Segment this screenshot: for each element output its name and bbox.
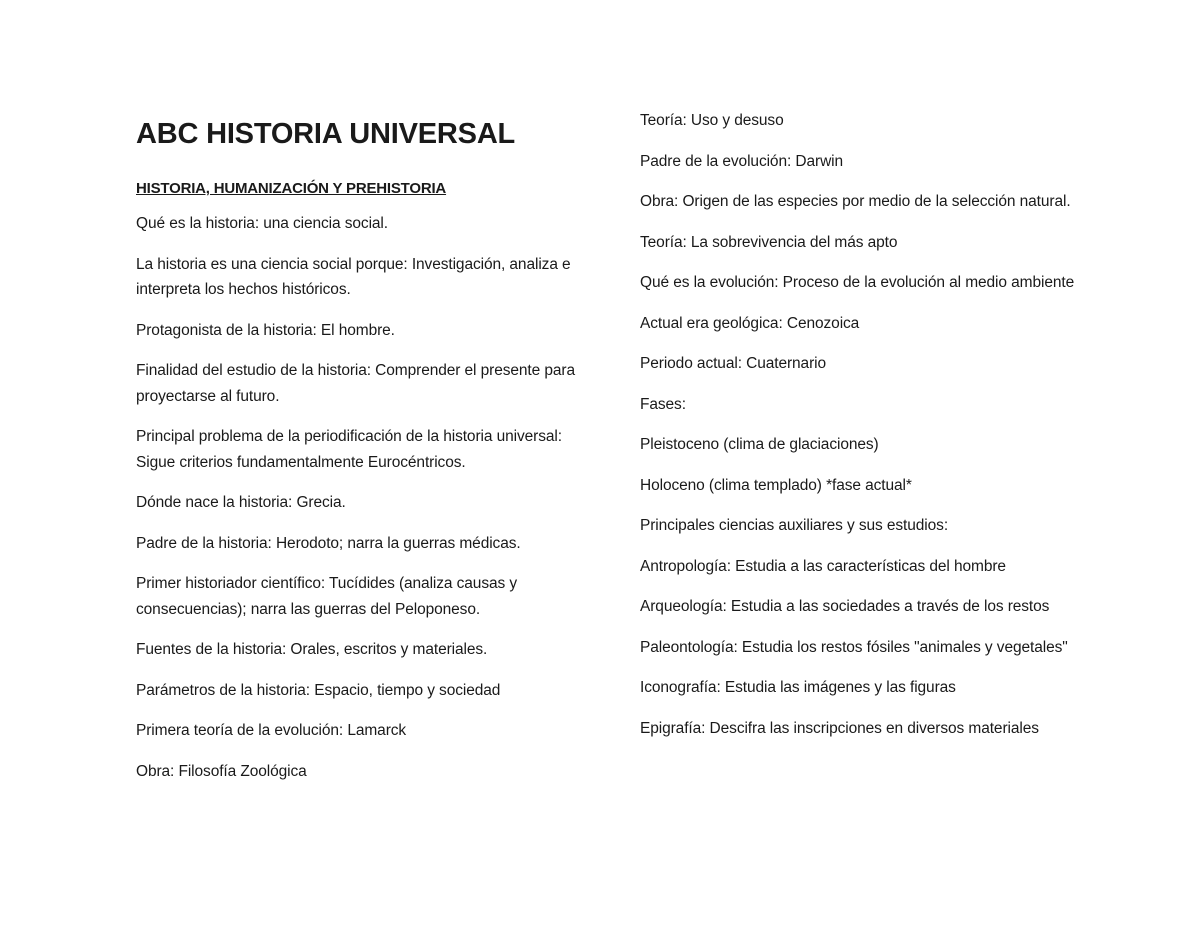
paragraph: Fases: — [640, 395, 686, 413]
document-title: ABC HISTORIA UNIVERSAL — [136, 118, 516, 150]
paragraph: Fuentes de la historia: Orales, escritos y materiales. — [136, 641, 488, 658]
paragraph: Qué es la evolución: Proceso de la evolución al medio ambiente — [640, 274, 1075, 291]
paragraph: Padre de la historia: Herodoto; narra la guerras médicas. — [136, 534, 521, 552]
right-column — [640, 108, 1090, 756]
paragraph: Finalidad del estudio de la historia: Comprender el presente para proyectarse al futuro. — [136, 362, 575, 405]
paragraph: Principales ciencias auxiliares y sus estudios: — [640, 517, 949, 534]
paragraph: Primer historiador científico: Tucídides (analiza causas y consecuencias); narra las guerras del Peloponeso. — [136, 575, 518, 618]
paragraph: Teoría: La sobrevivencia del más apto — [640, 233, 898, 251]
paragraph: Qué es la historia: una ciencia social. — [136, 215, 388, 232]
paragraph: Arqueología: Estudia a las sociedades a través de los restos — [640, 598, 1050, 615]
paragraph: Parámetros de la historia: Espacio, tiempo y sociedad — [136, 681, 501, 699]
paragraph: Iconografía: Estudia las imágenes y las figuras — [640, 679, 956, 696]
paragraph: Obra: Origen de las especies por medio de la selección natural. — [640, 193, 1071, 210]
paragraph: Dónde nace la historia: Grecia. — [136, 494, 346, 511]
paragraph: La historia es una ciencia social porque: Investigación, analiza e interpreta los hechos históricos. — [136, 255, 571, 298]
paragraph: Primera teoría de la evolución: Lamarck — [136, 722, 407, 739]
paragraph: Teoría: Uso y desuso — [640, 112, 784, 129]
left-column — [136, 108, 586, 799]
paragraph: Obra: Filosofía Zoológica — [136, 762, 307, 780]
paragraph: Epigrafía: Descifra las inscripciones en diversos materiales — [640, 719, 1039, 737]
section-heading: HISTORIA, HUMANIZACIÓN Y PREHISTORIA — [136, 180, 447, 197]
paragraph: Holoceno (clima templado) *fase actual* — [640, 476, 912, 494]
paragraph: Periodo actual: Cuaternario — [640, 355, 826, 372]
paragraph: Protagonista de la historia: El hombre. — [136, 321, 395, 339]
left-paragraph-list — [136, 211, 586, 784]
paragraph: Pleistoceno (clima de glaciaciones) — [640, 436, 879, 453]
paragraph: Padre de la evolución: Darwin — [640, 152, 844, 170]
paragraph: Principal problema de la periodificación de la historia universal: Sigue criterios fundamentalmente Eurocéntricos. — [136, 428, 562, 471]
paragraph: Paleontología: Estudia los restos fósiles "animales y vegetales" — [640, 638, 1068, 656]
paragraph: Actual era geológica: Cenozoica — [640, 314, 860, 332]
paragraph: Antropología: Estudia a las características del hombre — [640, 557, 1006, 575]
